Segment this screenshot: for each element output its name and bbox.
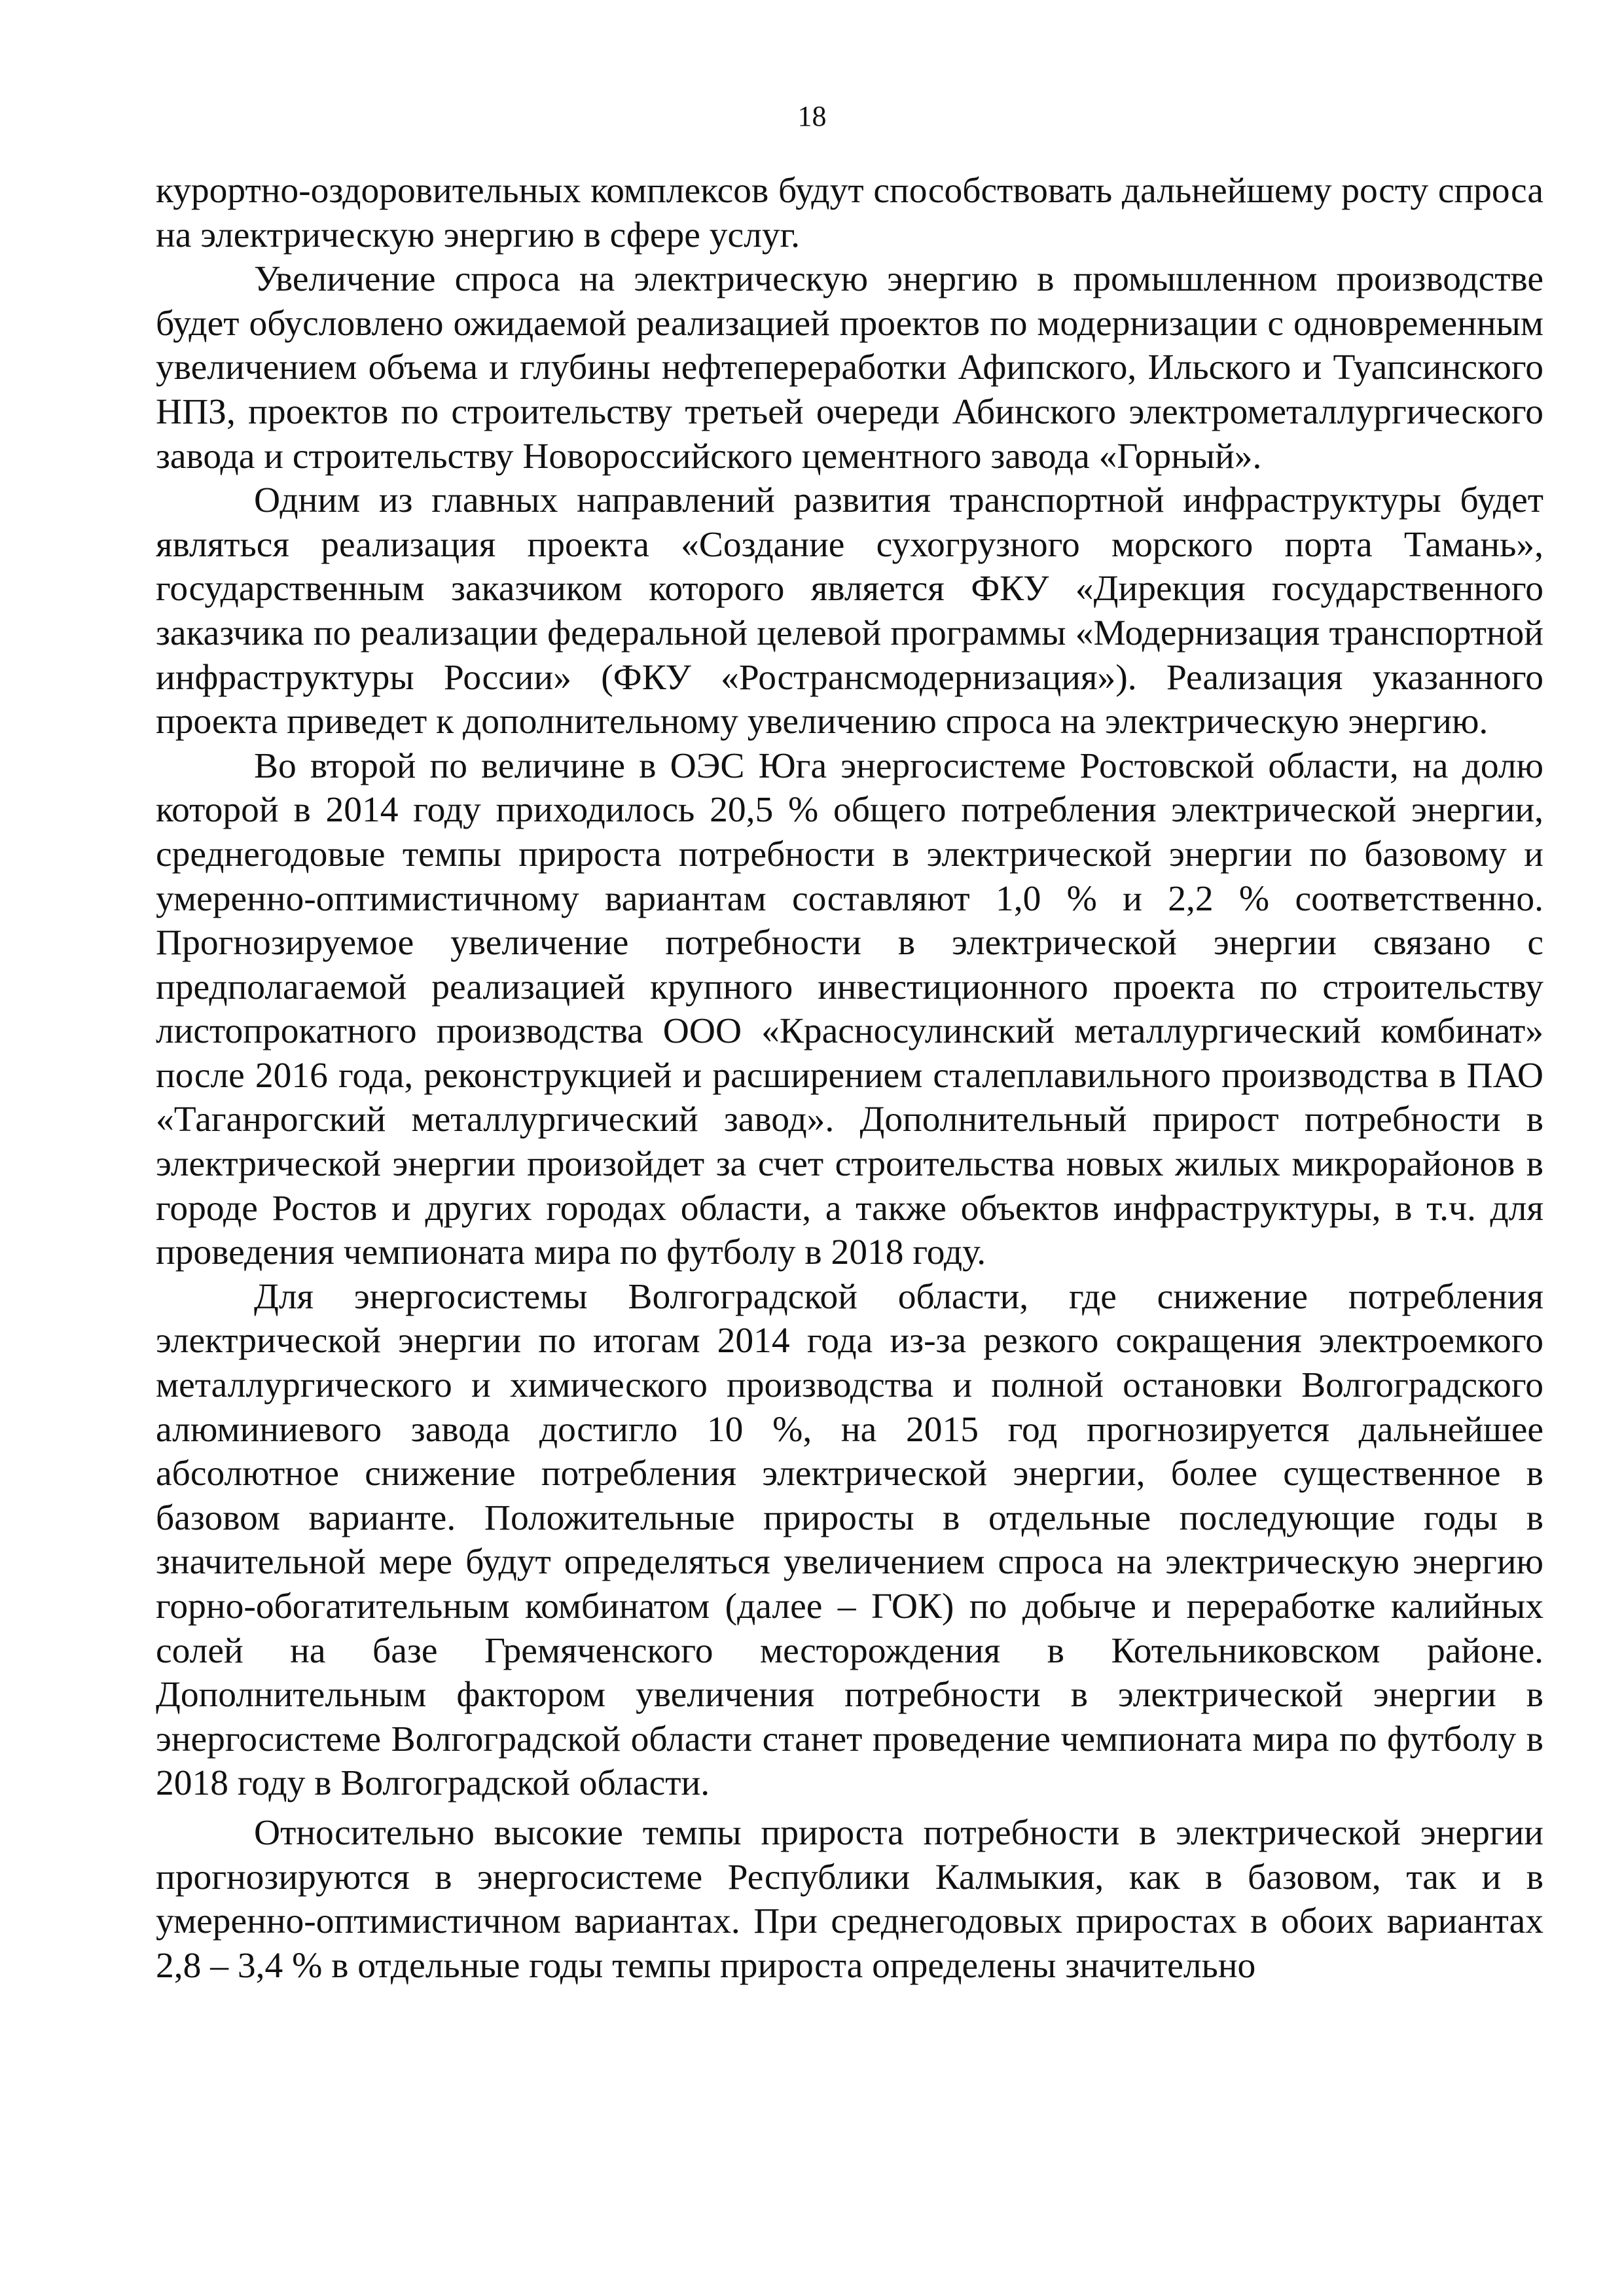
paragraph-continuation: курортно-оздоровительных комплексов будут способствовать дальнейшему росту спроса на электрическую энергию в сфере услуг. (156, 171, 1543, 255)
page-number: 18 (797, 100, 827, 132)
paragraph-industrial-demand: Увеличение спроса на электрическую энергию в промышленном производстве будет обусловлено ожидаемой реализацией проектов по модернизации с одновременным увеличением объема и глубины нефтепереработки Афипского, Ильского и Туапсинского НПЗ, проектов по строительству третьей очереди Абинского электрометаллургического завода и строительству Новороссийского цементного завода «Горный». (156, 259, 1543, 476)
paragraph-kalmykia-energy-system: Относительно высокие темпы прироста потребности в электрической энергии прогнозируются в энергосистеме Республики Калмыкия, как в базовом, так и в умеренно-оптимистичном вариантах. При среднегодовых приростах в обоих вариантах 2,8 – 3,4 % в отдельные годы темпы прироста определены значительно (156, 1812, 1543, 1986)
paragraph-volgograd-energy-system: Для энергосистемы Волгоградской области, где снижение потребления электрической энергии по итогам 2014 года из-за резкого сокращения электроемкого металлургического и химического производства и полной остановки Волгоградского алюминиевого завода достигло 10 %, на 2015 год прогнозируется дальнейшее абсолютное снижение потребления электрической энергии, более существенное в базовом варианте. Положительные приросты в отдельные последующие годы в значительной мере будут определяться увеличением спроса на электрическую энергию горно-обогатительным комбинатом (далее – ГОК) по добыче и переработке калийных солей на базе Гремяченского месторождения в Котельниковском районе. Дополнительным фактором увеличения потребности в электрической энергии в энергосистеме Волгоградской области станет проведение чемпионата мира по футболу в 2018 году в Волгоградской области. (156, 1276, 1543, 1804)
paragraph-transport-infrastructure: Одним из главных направлений развития транспортной инфраструктуры будет являться реализация проекта «Создание сухогрузного морского порта Тамань», государственным заказчиком которого является ФКУ «Дирекция государственного заказчика по реализации федеральной целевой программы «Модернизация транспортной инфраструктуры России» (ФКУ «Ространсмодернизация»). Реализация указанного проекта приведет к дополнительному увеличению спроса на электрическую энергию. (156, 480, 1543, 742)
document-body (156, 169, 1543, 1988)
paragraph-rostov-energy-system: Во второй по величине в ОЭС Юга энергосистеме Ростовской области, на долю которой в 2014 году приходилось 20,5 % общего потребления электрической энергии, среднегодовые темпы прироста потребности в электрической энергии по базовому и умеренно-оптимистичному вариантам составляют 1,0 % и 2,2 % соответственно. Прогнозируемое увеличение потребности в электрической энергии связано с предполагаемой реализацией крупного инвестиционного проекта по строительству листопрокатного производства ООО «Красносулинский металлургический комбинат» после 2016 года, реконструкцией и расширением сталеплавильного производства в ПАО «Таганрогский металлургический завод». Дополнительный прирост потребности в электрической энергии произойдет за счет строительства новых жилых микрорайонов в городе Ростов и других городах области, а также объектов инфраструктуры, в т.ч. для проведения чемпионата мира по футболу в 2018 году. (156, 745, 1543, 1273)
